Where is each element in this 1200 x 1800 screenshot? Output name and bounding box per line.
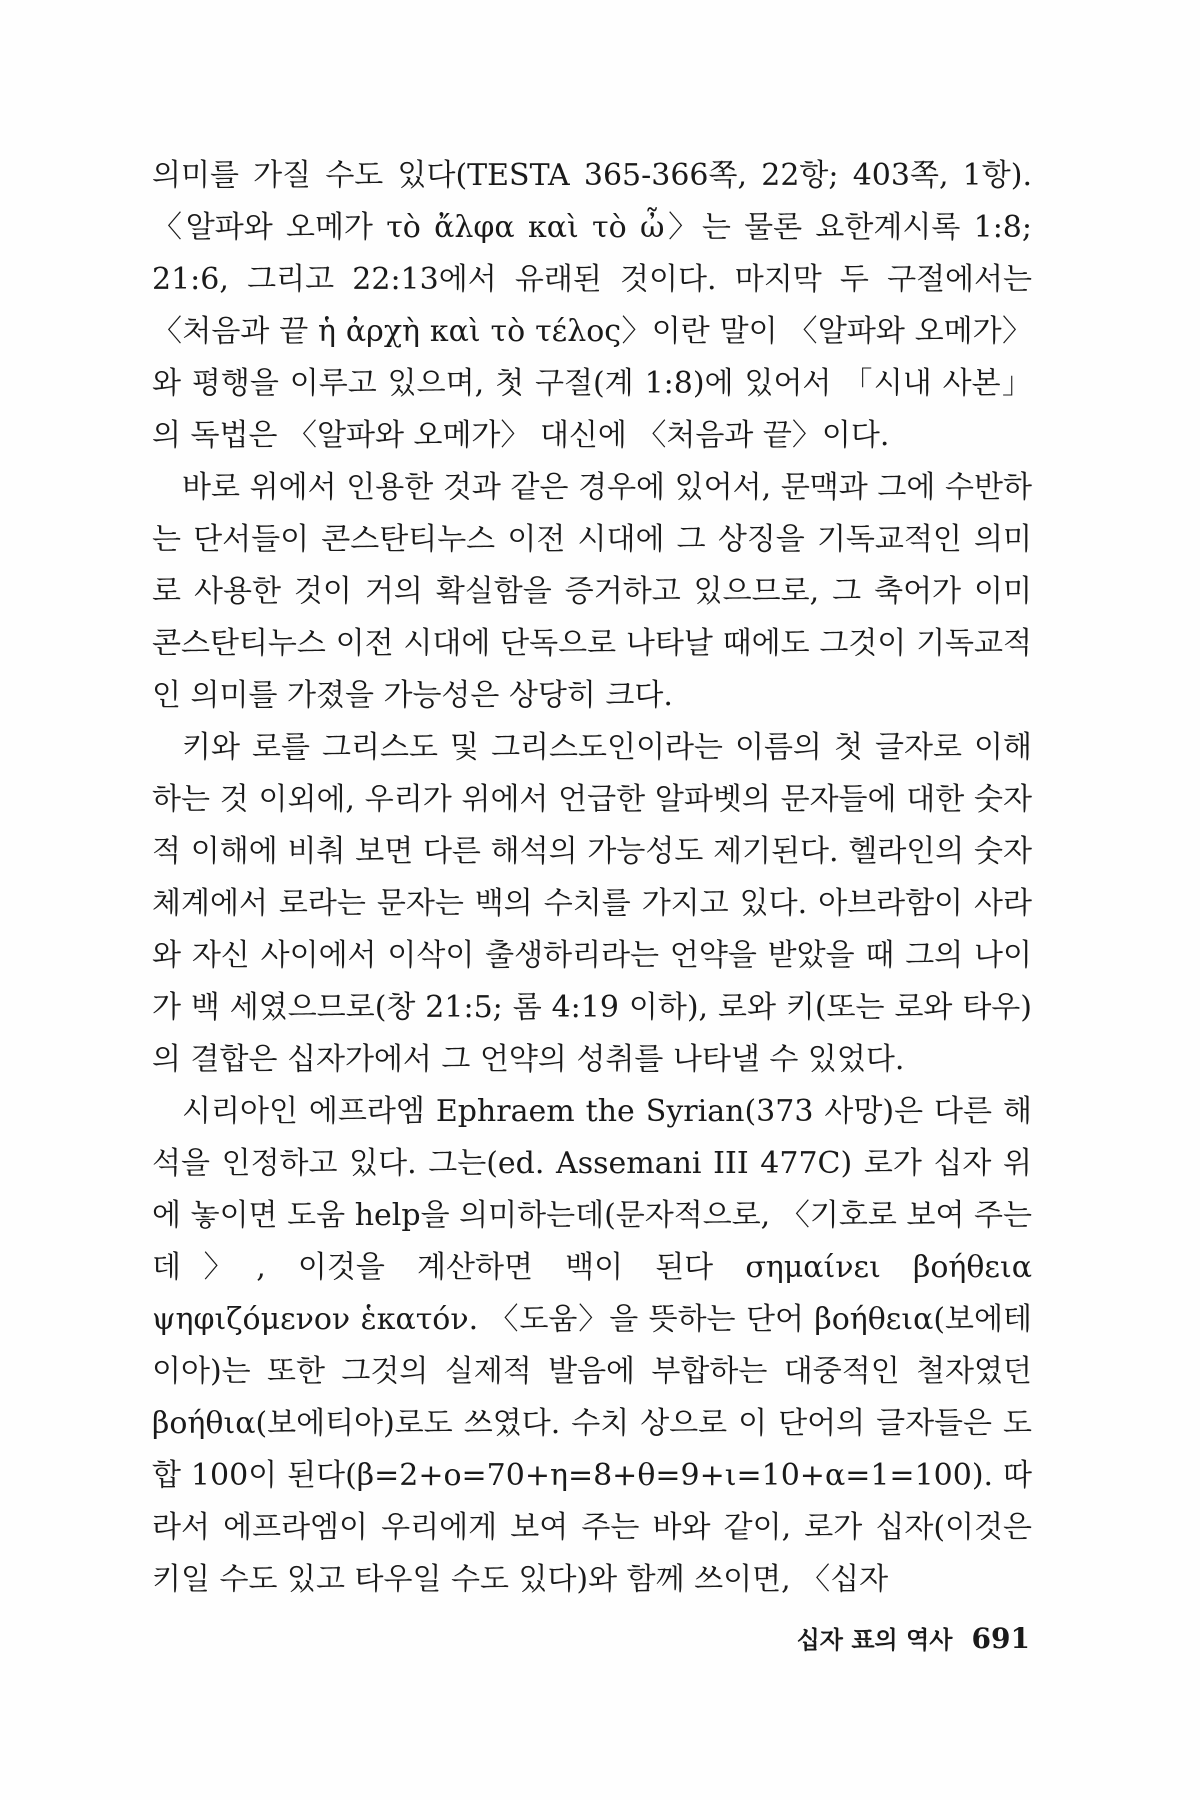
body-text [152, 150, 1032, 1606]
page-number: 691 [971, 1622, 1030, 1655]
paragraph-1: 의미를 가질 수도 있다(TESTA 365-366쪽, 22항; 403쪽, 1항). 〈알파와 오메가 τὸ ἄλφα καὶ τὸ ὦ〉는 물론 요한계시록 1:8; 21:6, 그리고 22:13에서 유래된 것이다. 마지막 두 구절에서는 〈처음과 끝 ἡ ἀρχὴ καὶ τὸ τέλος〉이란 말이 〈알파와 오메가〉와 평행을 이루고 있으며, 첫 구절(계 1:8)에 있어서 「시내 사본」의 독법은 〈알파와 오메가〉 대신에 〈처음과 끝〉이다. [152, 158, 1032, 453]
paragraph-2: 바로 위에서 인용한 것과 같은 경우에 있어서, 문맥과 그에 수반하는 단서들이 콘스탄티누스 이전 시대에 그 상징을 기독교적인 의미로 사용한 것이 거의 확실함을 증거하고 있으므로, 그 축어가 이미 콘스탄티누스 이전 시대에 단독으로 나타날 때에도 그것이 기독교적인 의미를 가졌을 가능성은 상당히 크다. [152, 470, 1032, 713]
paragraph-3: 키와 로를 그리스도 및 그리스도인이라는 이름의 첫 글자로 이해하는 것 이외에, 우리가 위에서 언급한 알파벳의 문자들에 대한 숫자적 이해에 비춰 보면 다른 해석의 가능성도 제기된다. 헬라인의 숫자 체계에서 로라는 문자는 백의 수치를 가지고 있다. 아브라함이 사라와 자신 사이에서 이삭이 출생하리라는 언약을 받았을 때 그의 나이가 백 세였으므로(창 21:5; 롬 4:19 이하), 로와 키(또는 로와 타우)의 결합은 십자가에서 그 언약의 성취를 나타낼 수 있었다. [152, 730, 1032, 1077]
page-footer [780, 1620, 1030, 1670]
paragraph-4: 시리아인 에프라엠 Ephraem the Syrian(373 사망)은 다른 해석을 인정하고 있다. 그는(ed. Assemani III 477C) 로가 십자 위에 놓이면 도움 help을 의미하는데(문자적으로, 〈기호로 보여 주는데〉, 이것을 계산하면 백이 된다 σημαίνει βοήθεια ψηφιζόμενον ἑκατόν. 〈도움〉을 뜻하는 단어 βοήθεια(보에테이아)는 또한 그것의 실제적 발음에 부합하는 대중적인 철자였던 βοήθια(보에티아)로도 쓰였다. 수치 상으로 이 단어의 글자들은 도합 100이 된다(β=2+ο=70+η=8+θ=9+ι=10+α=1=100). 따라서 에프라엠이 우리에게 보여 주는 바와 같이, 로가 십자(이것은 키일 수도 있고 타우일 수도 있다)와 함께 쓰이면, 〈십자 [152, 1094, 1032, 1597]
running-title: 십자 표의 역사 [796, 1626, 953, 1654]
